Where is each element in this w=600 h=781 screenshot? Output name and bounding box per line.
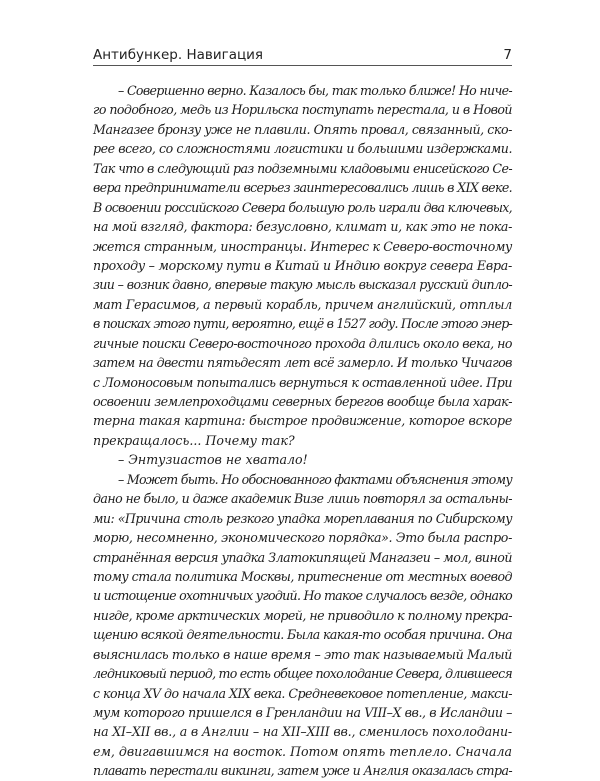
text-line: странённая версия упадка Златокипящей Мангазеи – мол, виной [93,549,513,565]
text-line: в поисках этого пути, вероятно, ещё в 1527 году. После этого энер- [93,316,512,332]
running-header [93,44,512,66]
text-line: вера предприниматели всерьез заинтересовались лишь в XIX веке. [93,180,512,196]
text-line: – Совершенно верно. Казалось бы, так только ближе! Но ниче- [118,83,512,98]
chapter-title: Антибункер. Навигация [93,47,264,63]
page-number: 7 [503,47,512,63]
text-line: нигде, кроме арктических морей, не приводило к полному прекра- [93,607,513,623]
text-line: освоении землепроходцами северных берегов вообще была харак- [93,394,512,409]
text-line: с конца XV до начала XIX века. Средневековое потепление, макси- [93,685,512,701]
text-line: плавать перестали викинги, затем уже и Англия оказалась стра- [93,763,513,779]
text-line: терна такая картина: быстрое продвижение, которое вскоре [93,413,513,429]
text-line: гичные поиски Северо-восточного прохода длились около века, но [93,335,512,351]
body-text [93,81,512,781]
text-line: – Может быть. Но обоснованного фактами объяснения этому [118,471,512,487]
text-line: щению всякой деятельности. Была какая-то особая причина. Она [93,627,513,643]
text-line: затем на двести пятьдесят лет всё замерло. И только Чичагов [93,355,512,371]
text-line: ми: «Причина столь резкого упадка мореплавания по Сибирскому [93,510,513,526]
text-line: прекращалось... Почему так? [93,432,295,448]
text-line: на мой взгляд, фактора: безусловно, климат и, как это не пока- [93,219,513,235]
text-line: го подобного, медь из Норильска поступать перестала, и в Новой [93,102,512,118]
text-line: Так что в следующий раз подземными кладовыми енисейского Се- [93,160,513,176]
text-line: рее всего, со сложностями логистики и большими издержками. [93,141,513,157]
text-line: мум которого пришелся в Гренландии на VIII–X вв., в Исландии – [93,705,512,720]
text-line: на XI–XII вв., а в Англии – на XII–XIII вв., сменилось похолодани- [93,724,512,740]
text-line: ледниковый период, то есть общее похолодание Севера, длившееся [93,666,512,682]
text-line: проходу – морскому пути в Китай и Индию вокруг севера Евра- [93,257,512,273]
text-line: зии – возник давно, впервые такую мысль высказал русский дипло- [93,277,512,293]
text-line: – Энтузиастов не хватало! [118,452,308,468]
text-line: выяснилась только в наше время – это так называемый Малый [93,646,512,662]
text-line: мат Герасимов, а первый корабль, причем английский, отплыл [93,296,512,312]
text-line: В освоении российского Севера большую роль играли два ключевых, [93,199,512,215]
text-line: морю, несомненно, экономического порядка». Это была распро- [93,530,512,546]
text-line: тому стала политика Москвы, притеснение от местных воевод [93,568,513,584]
text-line: Мангазее бронзу уже не плавили. Опять провал, связанный, ско- [93,121,513,137]
text-line: жется странным, иностранцы. Интерес к Северо-восточному [93,238,512,254]
text-line: дано не было, и даже академик Визе лишь повторял за остальны- [93,491,512,507]
text-line: ем, двигавшимся на восток. Потом опять теплело. Сначала [93,743,512,759]
text-line: с Ломоносовым попытались вернуться к оставленной идее. При [93,374,512,390]
text-line: и истощение охотничьих угодий. Но такое случалось везде, однако [93,588,512,604]
